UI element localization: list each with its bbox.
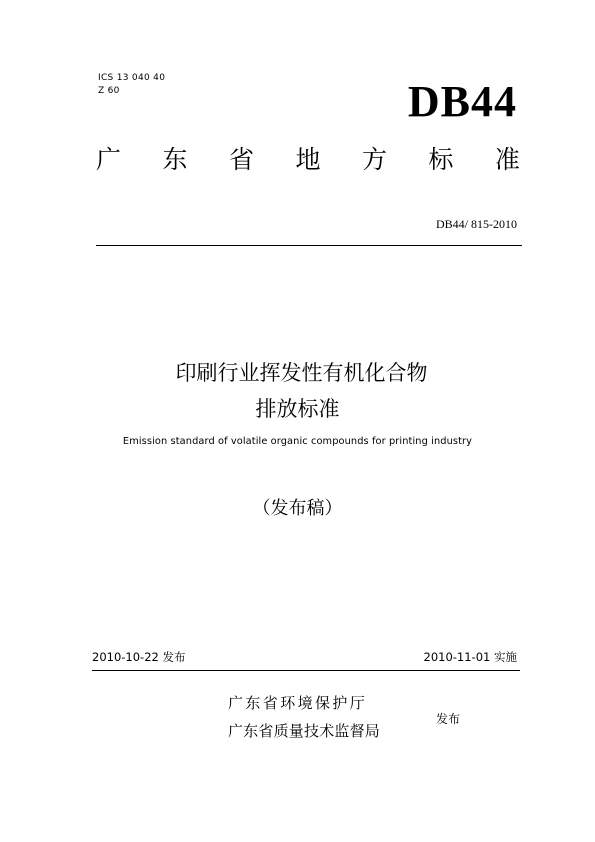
standard-type-char: 地 [295,145,321,174]
draft-status: （发布稿） [252,498,343,519]
issuer-quality-bureau: 广东省质量技术监督局 [228,722,381,740]
standard-type-char: 标 [428,145,454,174]
classification-codes [98,72,165,98]
standard-type-heading [96,144,520,176]
issue-date: 2010-10-22 发布 [92,650,186,664]
standard-type-char: 东 [162,145,188,174]
implementation-date: 2010-11-01 实施 [423,650,517,664]
standard-type-char: 省 [228,145,254,174]
issuer-environment-dept: 广东省环境保护厅 [228,694,368,712]
title-en: Emission standard of volatile organic compounds for printing industry [122,436,473,447]
standard-type-char: 广 [96,145,122,174]
ics-code: ICS 13 040 40 [98,73,166,83]
standard-type-char: 方 [361,145,387,174]
title-cn-line-1: 印刷行业挥发性有机化合物 [175,361,428,385]
ccs-code: Z 60 [98,86,120,96]
standard-type-char: 准 [494,145,520,174]
standard-number: DB44/ 815-2010 [436,217,517,231]
header-divider [96,245,522,246]
publish-label: 发布 [436,712,461,726]
standard-code: DB44 [407,77,517,126]
footer-divider [92,670,520,671]
title-cn-line-2: 排放标准 [255,397,340,421]
